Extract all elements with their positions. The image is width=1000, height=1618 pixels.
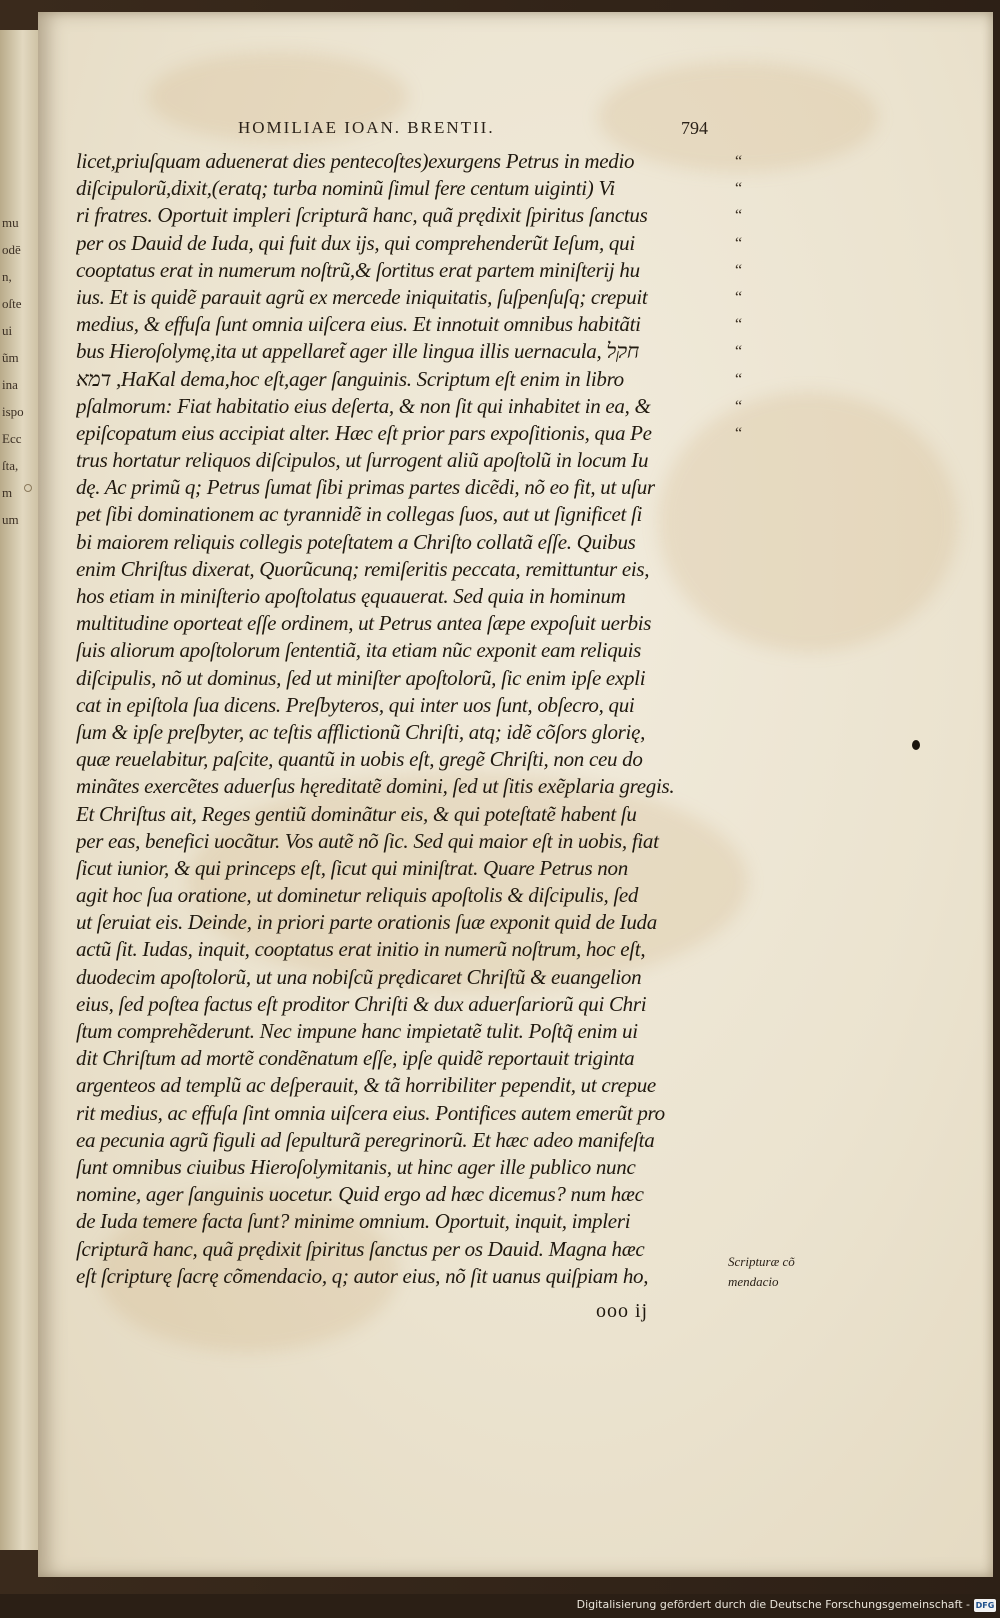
text-line: agit hoc ſua oratione, ut dominetur reliquis apoſtolis & diſcipulis, ſed [76,883,639,908]
dfg-logo-icon: DFG [975,1601,995,1610]
running-head-title: HOMILIAE IOAN. BRENTII. [238,118,495,137]
text-line: quæ reuelabitur, paſcite, quantũ in uobis eſt, gregẽ Chriſti, non ceu do [76,747,643,772]
quote-mark: “ [735,261,743,279]
text-line: duodecim apoſtolorũ, ut una nobiſcũ prędicaret Chriſtũ & euangelion [76,964,642,989]
ink-blot [912,740,920,750]
text-line: pet ſibi dominationem ac tyrannidẽ in collegas ſuos, aut ut ſignificet ſi [76,502,643,527]
text-line: hos etiam in miniſterio apoſtolatus ęquauerat. Sed quia in hominum [76,584,626,608]
text-line: bus Hieroſolymę,ita ut appellaret̃ ager ille lingua illis uernacula, חקל [76,339,639,364]
text-line: argenteos ad templũ ac deſperauit, & tã horribiliter pependit, ut crepue [76,1073,656,1098]
folio-number: 794 [681,118,708,138]
text-line: medius, & effuſa ſunt omnia uiſcera eius. Et innotuit omnibus habitãti [76,312,641,337]
marginal-quote-marks [735,148,759,447]
quote-mark: “ [735,316,743,334]
text-line: ut ſeruiat eis. Deinde, in priori parte orationis ſuæ exponit quid de Iuda [76,910,657,935]
text-line: דמא ,HaKal dema,hoc eſt,ager ſanguinis. Scriptum eſt enim in libro [76,366,624,391]
previous-page-fragment: ũm [2,350,19,365]
previous-page-fragment: n, [2,269,12,284]
text-line: ea pecunia agrũ figuli ad ſepulturã peregrinorũ. Et hæc adeo manifeſta [76,1127,655,1152]
text-line: rit medius, ac effuſa ſint omnia uiſcera eius. Pontifices autem emerũt pro [76,1100,665,1125]
text-line: diſcipulorũ,dixit,(eratq; turba nominũ ſimul fere centum uiginti) Vi [76,176,615,201]
digitization-footer [0,1594,1000,1618]
text-line: ſcripturã hanc, quã prędixit ſpiritus ſanctus per os Dauid. Magna hæc [76,1236,645,1261]
quote-mark: “ [735,288,743,306]
previous-page-fragment: mu [2,215,19,230]
funding-credit: Digitalisierung gefördert durch die Deutsche Forschungsgemeinschaft - [576,1598,970,1611]
text-line: per eas, benefici uocãtur. Vos autẽ nõ ſic. Sed qui maior eſt in uobis, fiat [76,828,659,853]
text-line: ius. Et is quidẽ parauit agrũ ex mercede iniquitatis, ſuſpenſuſq; crepuit [76,284,648,309]
previous-page-edge [0,30,39,1550]
quote-mark: “ [735,370,743,388]
previous-page-fragment: ispo [2,404,24,419]
previous-page-fragment: m [2,485,13,500]
text-line: nomine, ager ſanguinis uocetur. Quid ergo ad hæc dicemus? num hæc [76,1182,644,1207]
quote-mark: “ [735,397,743,415]
text-line: ſunt omnibus ciuibus Hieroſolymitanis, ut hinc ager ille publico nunc [76,1154,636,1179]
text-line: licet,priuſquam aduenerat dies pentecoſtes)exurgens Petrus in medio [76,149,635,173]
text-line: dit Chriſtum ad mortẽ condẽnatum eſſe, ipſe quidẽ reportauit triginta [76,1046,635,1071]
text-line: de Iuda temere facta ſunt? minime omnium. Oportuit, inquit, impleri [76,1209,631,1234]
text-line: ri fratres. Oportuit impleri ſcripturã hanc, quã prędixit ſpiritus ſanctus [76,203,648,228]
previous-page-fragment: odē [2,242,21,257]
text-line: per os Dauid de Iuda, qui fuit dux ijs, qui comprehenderũt Ieſum, qui [76,230,635,255]
quote-mark: “ [735,343,743,361]
quote-mark: “ [735,153,743,170]
text-line: bi maiorem reliquis collegis poteſtatem a Chriſto collatã eſſe. Quibus [76,529,636,554]
text-line: epiſcopatum eius accipiat alter. Hæc eſt prior pars expoſitionis, qua Pe [76,420,652,445]
previous-page-fragment: um [2,512,19,527]
marginal-note-line: Scripturæ cõ [728,1254,795,1269]
pencil-mark [24,484,32,492]
marginal-note-line: mendacio [728,1274,779,1289]
text-line: actũ ſit. Iudas, inquit, cooptatus erat initio in numerũ noſtrum, hoc eſt, [76,937,646,962]
marginal-note [728,1252,838,1292]
text-line: enim Chriſtus dixerat, Quorũcunq; remiſeritis peccata, remittuntur eis, [76,556,650,581]
quote-mark: “ [735,424,743,442]
text-line: ſum & ipſe preſbyter, ac teſtis afflictionũ Chriſti, atq; idẽ cõſors glorię, [76,719,646,744]
body-text [76,148,736,1290]
text-line: eius, ſed poſtea factus eſt proditor Chriſti & dux aduerſariorũ qui Chri [76,991,647,1016]
previous-page-fragment: oſte [2,296,22,311]
quote-mark: “ [735,207,743,225]
quote-mark: “ [735,234,743,252]
signature-mark: ooo ij [596,1300,649,1322]
text-line: ſicut iunior, & qui princeps eſt, ſicut qui miniſtrat. Quare Petrus non [76,855,628,880]
text-line: eſt ſcripturę ſacrę cõmendacio, q; autor eius, nõ ſit uanus quiſpiam ho, [76,1263,649,1288]
text-line: pſalmorum: Fiat habitatio eius deſerta, & non ſit qui inhabitet in ea, & [76,393,651,418]
text-line: diſcipulis, nõ ut dominus, ſed ut miniſter apoſtolorũ, ſic enim ipſe expli [76,665,646,690]
previous-page-fragment: ſta, [2,458,19,473]
text-line: ſtum comprehẽderunt. Nec impune hanc impietatẽ tulit. Poſtq̃ enim ui [76,1019,638,1043]
quote-mark: “ [735,180,743,198]
text-line: cat in epiſtola ſua dicens. Preſbyteros, qui inter uos ſunt, obſecro, qui [76,692,635,717]
text-line: multitudine oporteat eſſe ordinem, ut Petrus antea ſæpe expoſuit uerbis [76,611,652,636]
text-line: Et Chriſtus ait, Reges gentiũ dominãtur eis, & qui poteſtatẽ habent ſu [76,801,637,826]
text-line: trus hortatur reliquos diſcipulos, ut ſurrogent aliũ apoſtolũ in locum Iu [76,448,649,473]
running-head [238,118,708,142]
text-line: cooptatus erat in numerum noſtrũ,& ſortitus erat partem miniſterij hu [76,257,640,282]
previous-page-fragment: ui [2,323,13,338]
previous-page-fragment: Ecc [2,431,22,446]
previous-page-fragment: ina [2,377,18,392]
text-line: dę. Ac primũ q; Petrus ſumat ſibi primas partes dicẽdi, nõ eo fit, ut uſur [76,475,655,500]
text-line: ſuis aliorum apoſtolorum ſententiã, ita etiam nũc exponit eam reliquis [76,638,642,663]
text-line: minãtes exercẽtes aduerſus hęreditatẽ domini, ſed ut ſitis exẽplaria gregis. [76,774,675,799]
